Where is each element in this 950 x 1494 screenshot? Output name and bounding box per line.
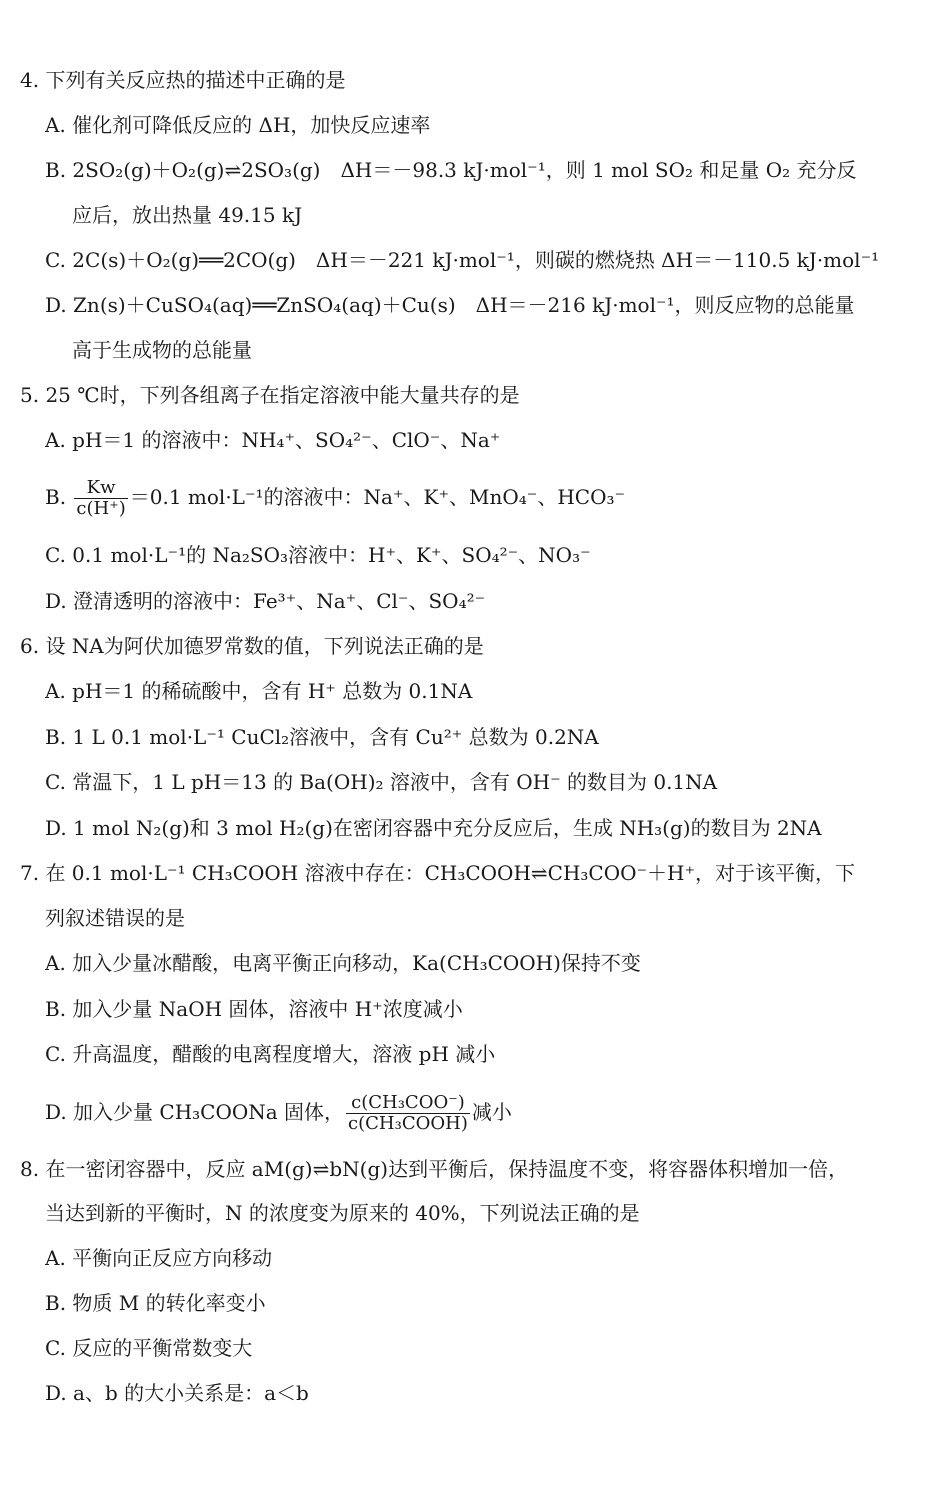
fraction-numerator: Kw [74, 478, 127, 499]
question-7-stem-cont: 列叙述错误的是 [45, 906, 185, 930]
question-6-option-c: C. 常温下，1 L pH＝13 的 Ba(OH)₂ 溶液中，含有 OH⁻ 的数目为 0.1NA [45, 770, 718, 794]
question-8-option-b: B. 物质 M 的转化率变小 [45, 1291, 266, 1315]
kw-over-ch-fraction [74, 478, 127, 519]
question-4-option-d: D. Zn(s)＋CuSO₄(aq)══ZnSO₄(aq)＋Cu(s) ΔH＝－216 kJ·mol⁻¹，则反应物的总能量 [45, 293, 855, 317]
question-4-option-d-cont: 高于生成物的总能量 [72, 338, 252, 362]
question-8-option-a: A. 平衡向正反应方向移动 [45, 1246, 273, 1270]
question-7-option-d-suffix: 减小 [471, 1100, 512, 1124]
question-8-stem: 8. 在一密闭容器中，反应 aM(g)⇌bN(g)达到平衡后，保持温度不变，将容器体积增加一倍， [20, 1157, 849, 1181]
fraction-numerator: c(CH₃COO⁻) [346, 1093, 470, 1114]
question-5-option-b-prefix: B. [45, 485, 67, 509]
question-5-option-b-suffix: ＝0.1 mol·L⁻¹的溶液中：Na⁺、K⁺、MnO₄⁻、HCO₃⁻ [129, 485, 626, 509]
question-5-option-b [45, 471, 938, 523]
question-8-option-c: C. 反应的平衡常数变大 [45, 1336, 253, 1360]
question-4-option-b: B. 2SO₂(g)＋O₂(g)⇌2SO₃(g) ΔH＝－98.3 kJ·mol⁻¹，则 1 mol SO₂ 和足量 O₂ 充分反 [45, 158, 857, 182]
question-4-option-a: A. 催化剂可降低反应的 ΔH，加快反应速率 [45, 113, 431, 137]
question-7-option-d-prefix: D. 加入少量 CH₃COONa 固体， [45, 1100, 345, 1124]
question-8-option-d: D. a、b 的大小关系是：a＜b [45, 1381, 309, 1405]
fraction-denominator: c(H⁺) [76, 498, 126, 519]
question-6-option-d: D. 1 mol N₂(g)和 3 mol H₂(g)在密闭容器中充分反应后，生成 NH₃(g)的数目为 2NA [45, 816, 822, 840]
question-5-stem: 5. 25 ℃时，下列各组离子在指定溶液中能大量共存的是 [20, 383, 520, 407]
question-4-stem: 4. 下列有关反应热的描述中正确的是 [20, 68, 346, 92]
question-7-stem: 7. 在 0.1 mol·L⁻¹ CH₃COOH 溶液中存在：CH₃COOH⇌CH₃COO⁻＋H⁺，对于该平衡，下 [20, 861, 856, 885]
question-4-option-b-cont: 应后，放出热量 49.15 kJ [72, 203, 303, 227]
question-6-stem: 6. 设 NA为阿伏加德罗常数的值，下列说法正确的是 [20, 634, 484, 658]
question-6-option-a: A. pH＝1 的稀硫酸中，含有 H⁺ 总数为 0.1NA [45, 679, 473, 703]
question-5-option-a: A. pH＝1 的溶液中：NH₄⁺、SO₄²⁻、ClO⁻、Na⁺ [45, 428, 501, 452]
acetate-ratio-fraction [346, 1093, 470, 1134]
question-7-option-a: A. 加入少量冰醋酸，电离平衡正向移动，Ka(CH₃COOH)保持不变 [45, 951, 641, 975]
question-7-option-d [45, 1086, 938, 1138]
question-6-option-b: B. 1 L 0.1 mol·L⁻¹ CuCl₂溶液中，含有 Cu²⁺ 总数为 0.2NA [45, 725, 599, 749]
fraction-denominator: c(CH₃COOH) [348, 1113, 468, 1134]
question-7-option-b: B. 加入少量 NaOH 固体，溶液中 H⁺浓度减小 [45, 997, 463, 1021]
question-4-option-c: C. 2C(s)＋O₂(g)══2CO(g) ΔH＝－221 kJ·mol⁻¹，则碳的燃烧热 ΔH＝－110.5 kJ·mol⁻¹ [45, 248, 880, 272]
question-5-option-c: C. 0.1 mol·L⁻¹的 Na₂SO₃溶液中：H⁺、K⁺、SO₄²⁻、NO₃⁻ [45, 543, 591, 567]
question-5-option-d: D. 澄清透明的溶液中：Fe³⁺、Na⁺、Cl⁻、SO₄²⁻ [45, 589, 486, 613]
question-8-stem-cont: 当达到新的平衡时，N 的浓度变为原来的 40%，下列说法正确的是 [45, 1201, 640, 1225]
question-7-option-c: C. 升高温度，醋酸的电离程度增大，溶液 pH 减小 [45, 1042, 496, 1066]
